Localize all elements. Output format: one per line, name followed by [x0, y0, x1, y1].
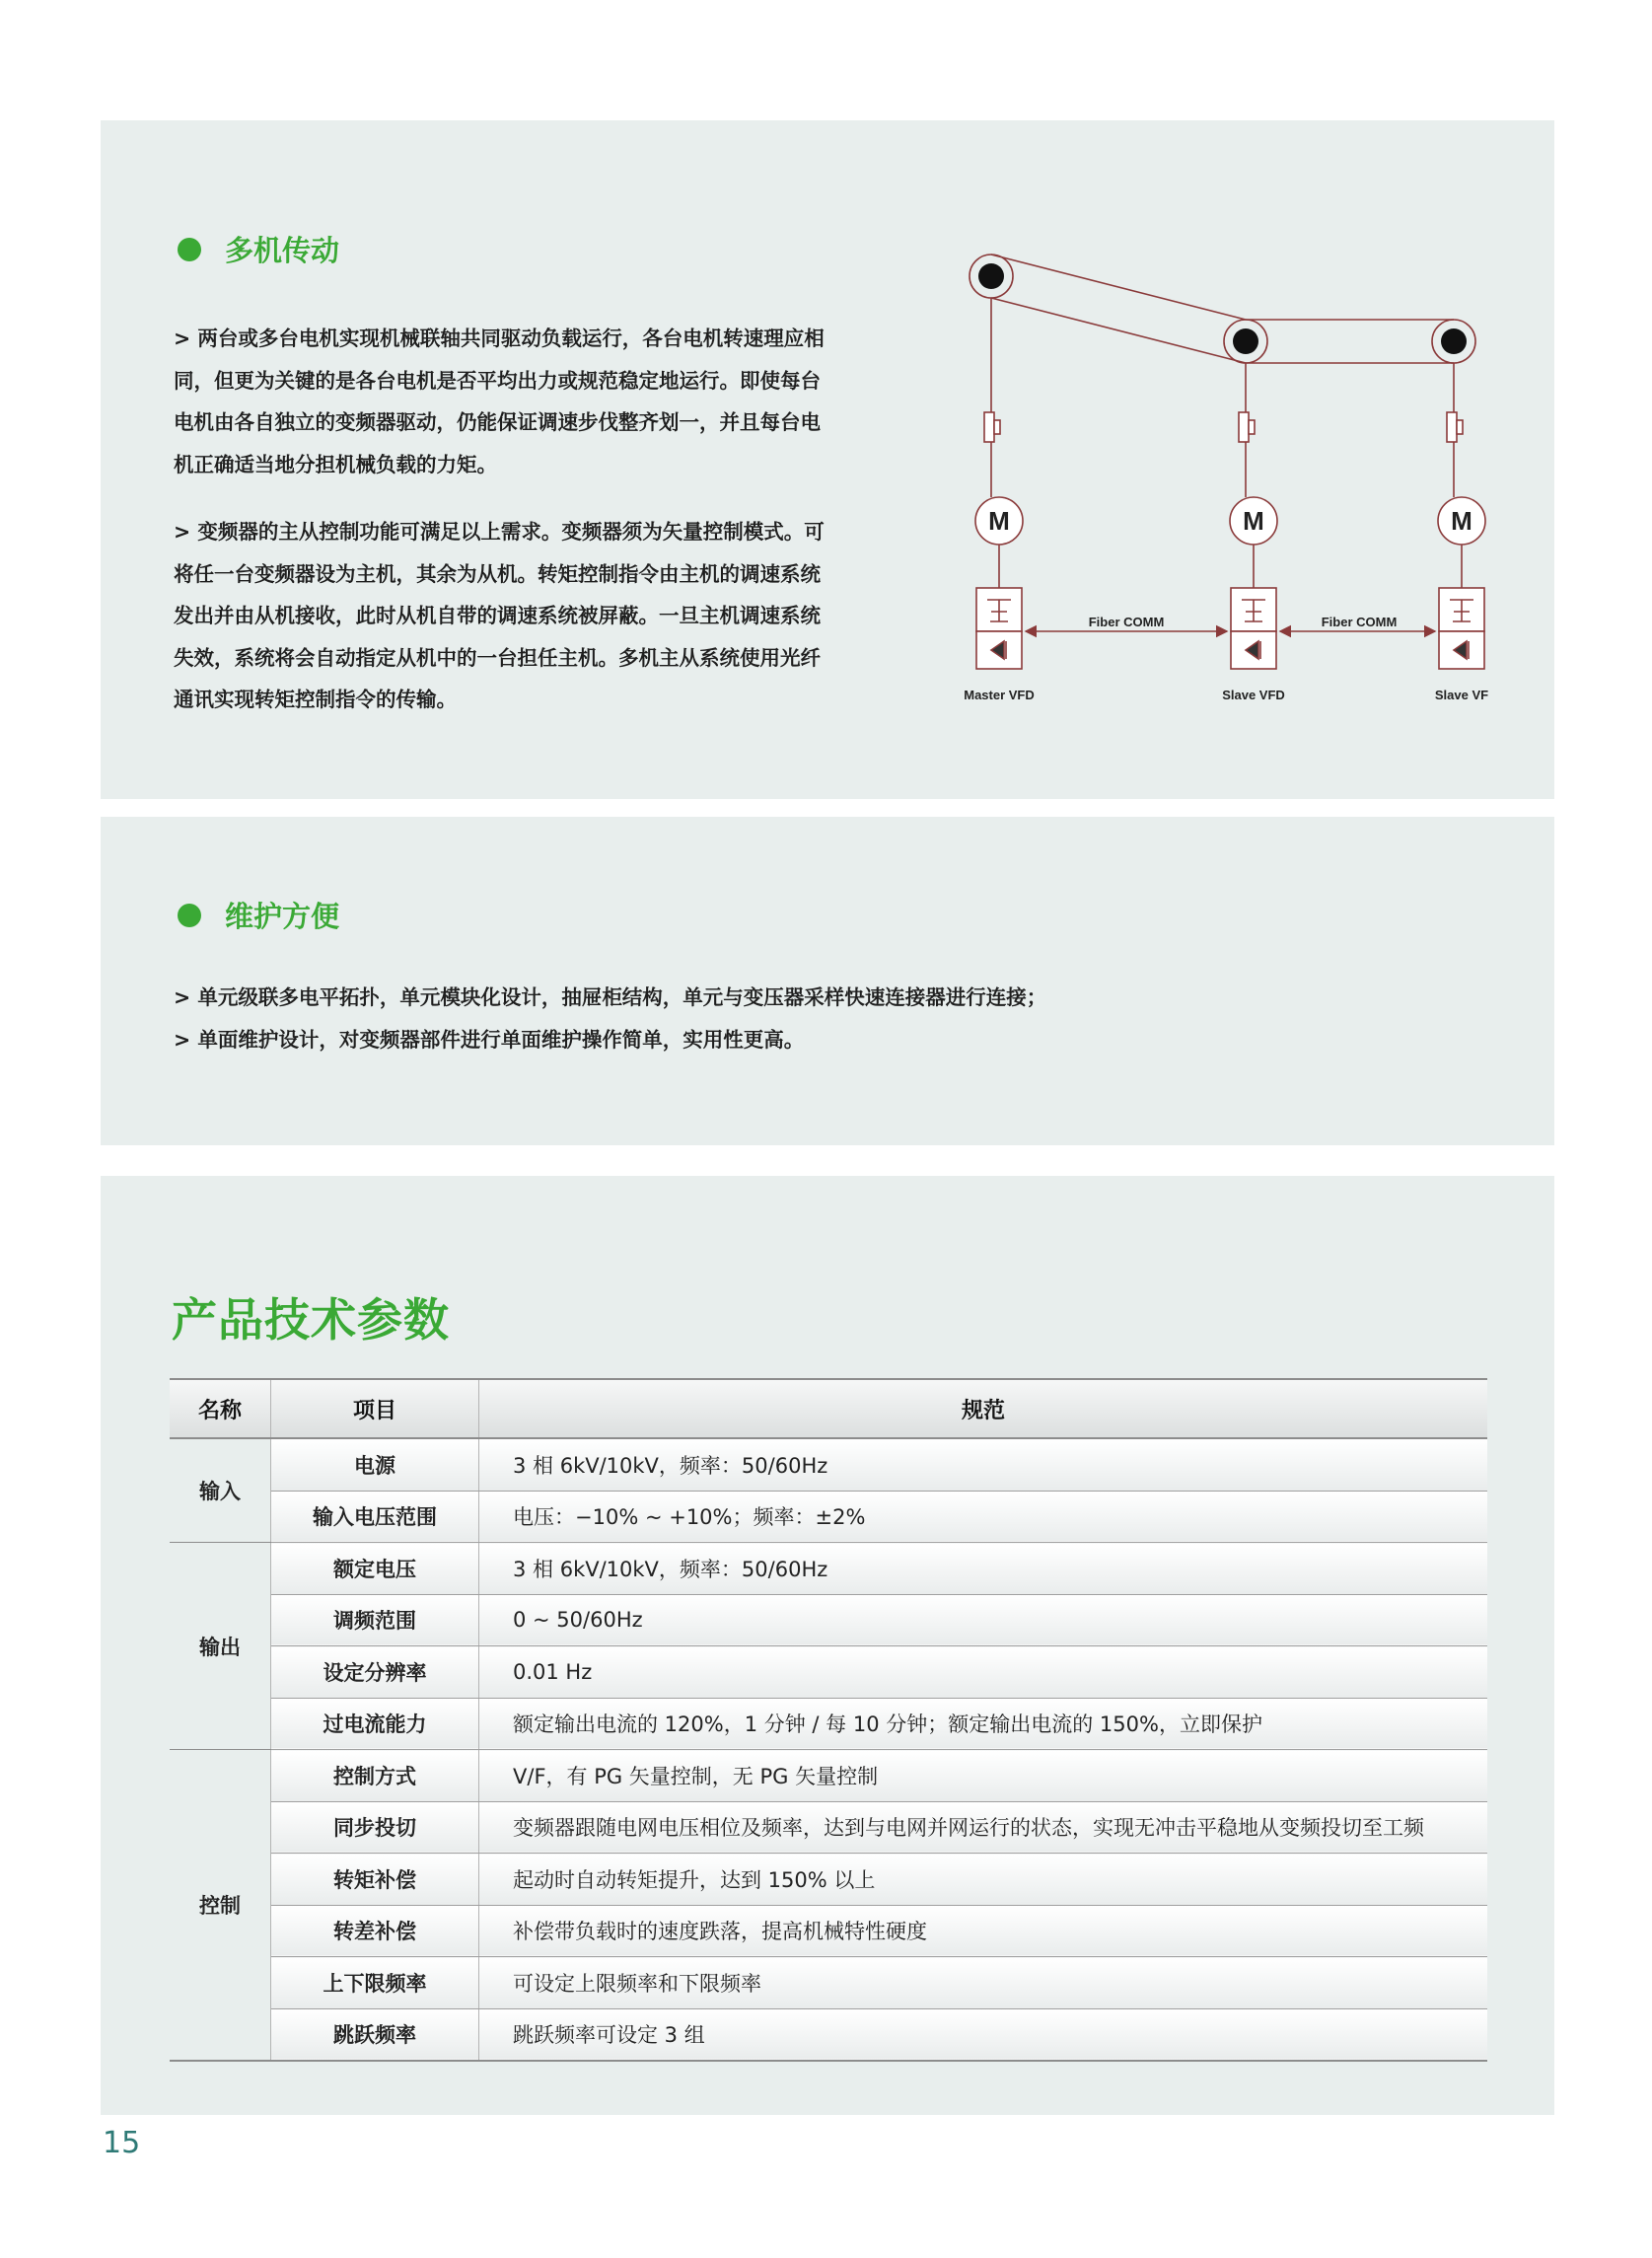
- header-spec: 规范: [479, 1379, 1488, 1438]
- table-header-row: [170, 1379, 1487, 1438]
- belt-2: [1246, 320, 1454, 363]
- row-item: 电源: [271, 1438, 479, 1491]
- row-item: 额定电压: [271, 1543, 479, 1595]
- maintenance-panel: [101, 817, 1554, 1145]
- row-spec: 0 ~ 50/60Hz: [479, 1594, 1488, 1646]
- row-spec: 补偿带负载时的速度跌落，提高机械特性硬度: [479, 1905, 1488, 1957]
- row-item: 转矩补偿: [271, 1854, 479, 1906]
- row-spec: 3 相 6kV/10kV，频率：50/60Hz: [479, 1543, 1488, 1595]
- belt-1: [991, 255, 1246, 363]
- group-name: 输出: [170, 1543, 271, 1750]
- table-row: [170, 1854, 1487, 1906]
- row-item: 过电流能力: [271, 1698, 479, 1750]
- row-spec: 可设定上限频率和下限频率: [479, 1957, 1488, 2009]
- motor-label: M: [988, 506, 1010, 536]
- table-row: [170, 1905, 1487, 1957]
- row-item: 转差补偿: [271, 1905, 479, 1957]
- paragraph-line: > 两台或多台电机实现机械联轴共同驱动负载运行，各台电机转速理应相: [174, 327, 825, 350]
- motor-label: M: [1451, 506, 1472, 536]
- page-number: 15: [103, 2126, 141, 2160]
- bullet-dot-icon: [178, 904, 201, 927]
- vfd-slave-1: [1231, 588, 1276, 669]
- maintenance-title: 维护方便: [225, 900, 340, 933]
- pulley-slave-1: [1224, 320, 1267, 363]
- paragraph-line: 通讯实现转矩控制指令的传输。: [174, 688, 457, 711]
- paragraph-line: > 变频器的主从控制功能可满足以上需求。变频器须为矢量控制模式。可: [174, 520, 825, 544]
- multi-drive-title: 多机传动: [225, 234, 340, 267]
- master-slave-diagram: [947, 243, 1499, 716]
- list-item: > 单面维护设计，对变频器部件进行单面维护操作简单，实用性更高。: [174, 1027, 805, 1052]
- vfd-master: [976, 588, 1022, 669]
- slave-vfd-label-2: Slave VF: [1434, 688, 1489, 702]
- paragraph-line: 发出并由从机接收，此时从机自带的调速系统被屏蔽。一旦主机调速系统: [174, 604, 821, 627]
- multi-drive-paragraph-2: [174, 511, 825, 721]
- bullet-dot-icon: [178, 238, 201, 261]
- row-item: 控制方式: [271, 1750, 479, 1802]
- table-row: [170, 1543, 1487, 1595]
- fiber-comm-label-1: Fiber COMM: [1088, 615, 1165, 629]
- table-row: [170, 1698, 1487, 1750]
- row-item: 同步投切: [271, 1801, 479, 1854]
- row-spec: V/F，有 PG 矢量控制，无 PG 矢量控制: [479, 1750, 1488, 1802]
- row-spec: 变频器跟随电网电压相位及频率，达到与电网并网运行的状态，实现无冲击平稳地从变频投切至工频: [479, 1801, 1488, 1854]
- multi-drive-heading: [178, 229, 339, 269]
- fiber-comm-label-2: Fiber COMM: [1321, 615, 1398, 629]
- header-item: 项目: [271, 1379, 479, 1438]
- row-spec: 0.01 Hz: [479, 1646, 1488, 1699]
- table-row: [170, 1646, 1487, 1699]
- row-item: 设定分辨率: [271, 1646, 479, 1699]
- row-spec: 起动时自动转矩提升，达到 150% 以上: [479, 1854, 1488, 1906]
- motor-label: M: [1243, 506, 1264, 536]
- paragraph-line: 机正确适当地分担机械负载的力矩。: [174, 452, 497, 476]
- vfd-slave-2: [1439, 588, 1484, 669]
- row-item: 调频范围: [271, 1594, 479, 1646]
- group-name: 控制: [170, 1750, 271, 2062]
- group-name: 输入: [170, 1438, 271, 1543]
- coupling-slave-2: [1447, 412, 1463, 442]
- table-row: [170, 1594, 1487, 1646]
- row-item: 上下限频率: [271, 1957, 479, 2009]
- specs-table: [170, 1378, 1487, 2062]
- row-spec: 3 相 6kV/10kV，频率：50/60Hz: [479, 1438, 1488, 1491]
- master-vfd-label: Master VFD: [964, 688, 1035, 702]
- list-item: > 单元级联多电平拓扑，单元模块化设计，抽屉柜结构，单元与变压器采样快速连接器进行连接；: [174, 985, 1047, 1009]
- row-spec: 额定输出电流的 120%，1 分钟 / 每 10 分钟；额定输出电流的 150%，立即保护: [479, 1698, 1488, 1750]
- slave-vfd-label-1: Slave VFD: [1222, 688, 1285, 702]
- coupling-master: [984, 412, 1000, 442]
- maintenance-heading: [178, 895, 339, 935]
- paragraph-line: 电机由各自独立的变频器驱动，仍能保证调速步伐整齐划一，并且每台电: [174, 410, 821, 434]
- multi-drive-paragraph-1: [174, 318, 825, 485]
- table-row: [170, 1491, 1487, 1543]
- specs-panel: [101, 1176, 1554, 2115]
- table-row: [170, 1750, 1487, 1802]
- row-spec: 电压：−10% ~ +10%；频率：±2%: [479, 1491, 1488, 1543]
- coupling-slave-1: [1239, 412, 1255, 442]
- table-row: [170, 1801, 1487, 1854]
- table-row: [170, 2008, 1487, 2061]
- table-row: [170, 1957, 1487, 2009]
- maintenance-list: [174, 977, 1046, 1060]
- row-spec: 跳跃频率可设定 3 组: [479, 2008, 1488, 2061]
- pulley-master: [970, 255, 1013, 298]
- paragraph-line: 失效，系统将会自动指定从机中的一台担任主机。多机主从系统使用光纤: [174, 645, 821, 670]
- row-item: 输入电压范围: [271, 1491, 479, 1543]
- paragraph-line: 同，但更为关键的是各台电机是否平均出力或规范稳定地运行。即使每台: [174, 368, 821, 393]
- header-name: 名称: [170, 1379, 271, 1438]
- pulley-slave-2: [1432, 320, 1475, 363]
- specs-title: 产品技术参数: [172, 1293, 450, 1347]
- row-item: 跳跃频率: [271, 2008, 479, 2061]
- table-row: [170, 1438, 1487, 1491]
- paragraph-line: 将任一台变频器设为主机，其余为从机。转矩控制指令由主机的调速系统: [174, 561, 821, 586]
